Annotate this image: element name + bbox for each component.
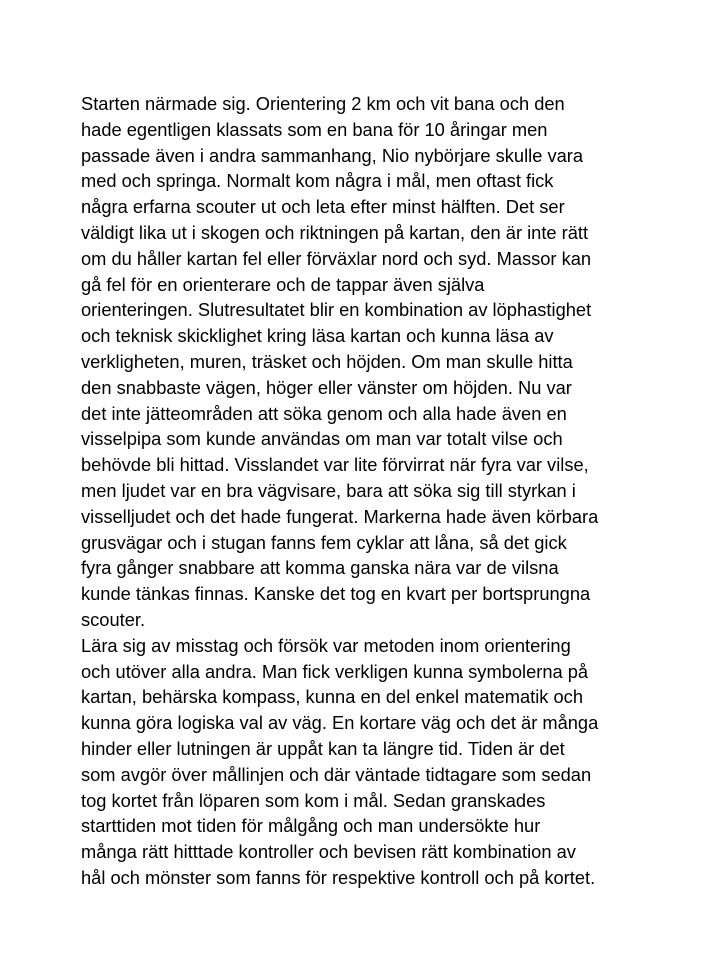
- text-line: några erfarna scouter ut och leta efter minst hälften. Det ser: [81, 196, 565, 218]
- document-body: [81, 91, 681, 891]
- text-line: verkligheten, muren, träsket och höjden. Om man skulle hitta: [81, 350, 573, 372]
- text-line: om du håller kartan fel eller förväxlar nord och syd. Massor kan: [81, 247, 592, 269]
- text-line: visselpipa som kunde användas om man var totalt vilse och: [81, 428, 563, 450]
- text-line: men ljudet var en bra vägvisare, bara att söka sig till styrkan i: [81, 479, 576, 501]
- text-line: hål och mönster som fanns för respektive kontroll och på kortet.: [81, 866, 596, 888]
- text-line: visselljudet och det hade fungerat. Markerna hade även körbara: [81, 505, 599, 527]
- text-line: grusvägar och i stugan fanns fem cyklar att låna, så det gick: [81, 531, 567, 553]
- text-line: behövde bli hittad. Visslandet var lite förvirrat när fyra var vilse,: [81, 454, 589, 476]
- text-line: kartan, behärska kompass, kunna en del enkel matematik och: [81, 686, 583, 708]
- text-line: hinder eller lutningen är uppåt kan ta längre tid. Tiden är det: [81, 737, 565, 759]
- text-line: passade även i andra sammanhang, Nio nybörjare skulle vara: [81, 144, 584, 166]
- text-line: som avgör över mållinjen och där väntade tidtagare som sedan: [81, 763, 592, 785]
- text-line: det inte jätteområden att söka genom och alla hade även en: [81, 402, 567, 424]
- text-line: och teknisk skicklighet kring läsa kartan och kunna läsa av: [81, 325, 554, 347]
- text-line: gå fel för en orienterare och de tappar även själva: [81, 273, 485, 295]
- text-line: Starten närmade sig. Orientering 2 km och vit bana och den: [81, 93, 565, 114]
- text-line: med och springa. Normalt kom några i mål, men oftast fick: [81, 170, 554, 192]
- text-line: kunde tänkas finnas. Kanske det tog en kvart per bortsprungna: [81, 583, 591, 605]
- text-line: hade egentligen klassats som en bana för 10 åringar men: [81, 118, 548, 140]
- text-line: och utöver alla andra. Man fick verkligen kunna symbolerna på: [81, 660, 589, 682]
- text-line: starttiden mot tiden för målgång och man undersökte hur: [81, 815, 541, 837]
- text-line: fyra gånger snabbare att komma ganska nära var de vilsna: [81, 557, 559, 579]
- text-line: scouter.: [81, 608, 146, 630]
- text-line: tog kortet från löparen som kom i mål. Sedan granskades: [81, 789, 546, 811]
- text-line: väldigt lika ut i skogen och riktningen på kartan, den är inte rätt: [81, 221, 589, 243]
- text-line: den snabbaste vägen, höger eller vänster om höjden. Nu var: [81, 376, 572, 398]
- text-line: kunna göra logiska val av väg. En kortare väg och det är många: [81, 712, 599, 734]
- text-line: Lära sig av misstag och försök var metoden inom orientering: [81, 634, 571, 656]
- text-line: orienteringen. Slutresultatet blir en kombination av löphastighet: [81, 299, 592, 321]
- text-line: många rätt hitttade kontroller och bevisen rätt kombination av: [81, 841, 576, 863]
